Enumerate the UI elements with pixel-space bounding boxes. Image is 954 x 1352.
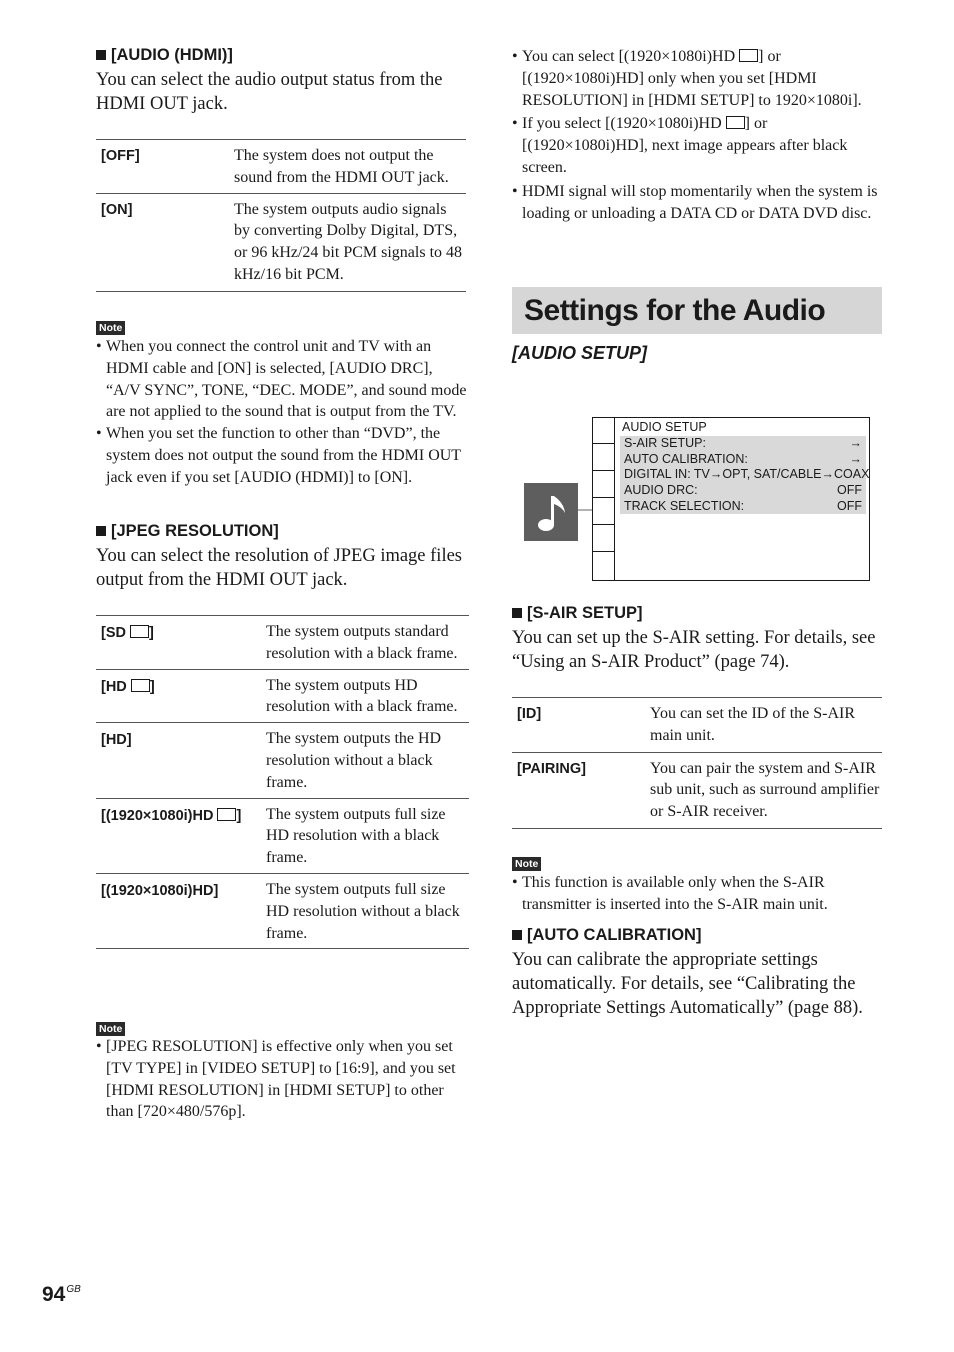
option-desc: The system outputs HD resolution with a black frame. bbox=[266, 676, 458, 716]
list-item: • If you select [(1920×1080i)HD ] or [(1920×1080i)HD], next image appears after black screen. bbox=[512, 113, 884, 178]
option-key: [OFF] bbox=[101, 148, 140, 164]
s-air-setup-intro: You can set up the S-AIR setting. For details, see “Using an S-AIR Product” (page 74). bbox=[512, 628, 876, 672]
square-bullet-icon bbox=[512, 608, 522, 618]
table-row bbox=[96, 873, 469, 948]
jpeg-resolution-intro: You can select the resolution of JPEG image files output from the HDMI OUT jack. bbox=[96, 546, 462, 590]
option-desc: You can set the ID of the S-AIR main unit. bbox=[650, 705, 856, 744]
option-key: [HD] bbox=[101, 732, 132, 749]
osd-row-track-selection[interactable]: TRACK SELECTION: OFF bbox=[624, 498, 862, 513]
osd-menu bbox=[620, 436, 870, 514]
note-badge: Note bbox=[96, 1019, 125, 1037]
table-row bbox=[96, 140, 466, 194]
table-row bbox=[96, 798, 469, 873]
audio-hdmi-table bbox=[96, 139, 466, 292]
option-desc: The system outputs the HD resolution without a black frame. bbox=[266, 730, 442, 791]
arrow-right-icon: → bbox=[849, 451, 862, 466]
table-row bbox=[512, 698, 882, 753]
table-row bbox=[96, 193, 466, 291]
jpeg-resolution-table bbox=[96, 615, 469, 949]
list-item: • HDMI signal will stop momentarily when the system is loading or unloading a DATA CD or DATA DVD disc. bbox=[512, 181, 884, 225]
page-number: $94^{GB}$ bbox=[42, 1283, 81, 1306]
table-row bbox=[96, 723, 469, 798]
note-list bbox=[96, 1036, 468, 1123]
osd-icon-slot bbox=[593, 525, 614, 552]
table-row bbox=[512, 752, 882, 828]
s-air-setup-table bbox=[512, 697, 882, 829]
frame-box-icon bbox=[726, 116, 745, 129]
list-item: • When you connect the control unit and TV with an HDMI cable and [ON] is selected, [AUDIO DRC], “A/V SYNC”, TONE, “DEC. MODE”, and sound mode are not applied to the sound that is output from the TV. bbox=[96, 336, 468, 423]
audio-hdmi-intro: You can select the audio output status from the HDMI OUT jack. bbox=[96, 70, 443, 114]
square-bullet-icon bbox=[96, 50, 106, 60]
osd-row-digital-in[interactable]: DIGITAL IN: TV→OPT, SAT/CABLE→COAX bbox=[624, 467, 870, 482]
frame-box-icon bbox=[131, 679, 150, 692]
square-bullet-icon bbox=[96, 526, 106, 536]
option-key: [(1920×1080i)HD] bbox=[101, 882, 219, 899]
osd-icon-strip bbox=[593, 418, 615, 580]
auto-calibration-heading: [AUTO CALIBRATION] bbox=[512, 926, 701, 945]
s-air-setup-heading: [S-AIR SETUP] bbox=[512, 604, 643, 623]
list-item: • When you set the function to other than “DVD”, the system does not output the sound from the HDMI OUT jack even if you set [AUDIO (HDMI)] to [ON]. bbox=[96, 423, 468, 488]
arrow-right-icon: → bbox=[849, 436, 862, 450]
note-list bbox=[96, 336, 468, 489]
option-desc: The system outputs standard resolution with a black frame. bbox=[266, 623, 458, 662]
option-key: [SD ] bbox=[101, 625, 154, 641]
square-bullet-icon bbox=[512, 930, 522, 940]
music-note-icon-glyph bbox=[524, 483, 578, 541]
osd-icon-slot bbox=[593, 418, 614, 444]
table-row bbox=[96, 669, 469, 723]
note-list bbox=[512, 872, 884, 916]
option-desc: You can pair the system and S-AIR sub unit, such as surround amplifier or S-AIR receiver. bbox=[650, 759, 880, 821]
list-item: • This function is available only when the S-AIR transmitter is inserted into the S-AIR main unit. bbox=[512, 872, 884, 916]
osd-icon-slot bbox=[593, 471, 614, 498]
table-row bbox=[96, 616, 469, 670]
osd-screen bbox=[592, 417, 870, 581]
option-desc: The system outputs audio signals by converting Dolby Digital, DTS, or 96 kHz/24 bit PCM signals to 48 kHz/16 bit PCM. bbox=[234, 200, 463, 283]
osd-icon-slot bbox=[593, 444, 614, 471]
section-subtitle: [AUDIO SETUP] bbox=[512, 343, 647, 363]
jpeg-resolution-heading: [JPEG RESOLUTION] bbox=[96, 522, 279, 541]
osd-icon-slot bbox=[593, 552, 614, 580]
option-desc: The system does not output the sound from the HDMI OUT jack. bbox=[234, 147, 449, 186]
list-item: • [JPEG RESOLUTION] is effective only when you set [TV TYPE] in [VIDEO SETUP] to [16:9], and you set [HDMI RESOLUTION] in [HDMI SETUP] to other than [720×480/576p]. bbox=[96, 1036, 468, 1123]
section-title: Settings for the Audio bbox=[512, 287, 882, 334]
option-key: [(1920×1080i)HD ] bbox=[101, 807, 242, 824]
osd-row-audio-drc[interactable]: AUDIO DRC: OFF bbox=[624, 483, 862, 498]
osd-row-s-air-setup[interactable]: S-AIR SETUP: → bbox=[624, 436, 862, 450]
frame-box-icon bbox=[739, 49, 758, 62]
list-item: • You can select [(1920×1080i)HD ] or [(1920×1080i)HD] only when you set [HDMI RESOLUTION] in [HDMI SETUP] to 1920×1080i]. bbox=[512, 46, 884, 111]
frame-box-icon bbox=[130, 625, 149, 638]
note-badge: Note bbox=[512, 854, 541, 872]
hdmi-notes-list bbox=[512, 46, 884, 224]
option-desc: The system outputs full size HD resolution with a black frame. bbox=[266, 805, 446, 867]
osd-row-auto-calibration[interactable]: AUTO CALIBRATION: → bbox=[624, 451, 862, 466]
option-key: [ON] bbox=[101, 201, 133, 218]
option-key: [ID] bbox=[517, 706, 542, 722]
option-key: [HD ] bbox=[101, 678, 155, 695]
note-badge: Note bbox=[96, 318, 125, 336]
option-desc: The system outputs full size HD resolution without a black frame. bbox=[266, 880, 460, 942]
audio-hdmi-heading: [AUDIO (HDMI)] bbox=[96, 46, 233, 65]
auto-calibration-intro: You can calibrate the appropriate settings automatically. For details, see “Calibrating the Appropriate Settings Automatically” (page 88). bbox=[512, 950, 863, 1018]
osd-icon-slot bbox=[593, 498, 614, 525]
option-key: [PAIRING] bbox=[517, 760, 587, 777]
frame-box-icon bbox=[217, 808, 236, 821]
osd-title: AUDIO SETUP bbox=[622, 420, 707, 434]
music-note-icon bbox=[524, 483, 578, 541]
